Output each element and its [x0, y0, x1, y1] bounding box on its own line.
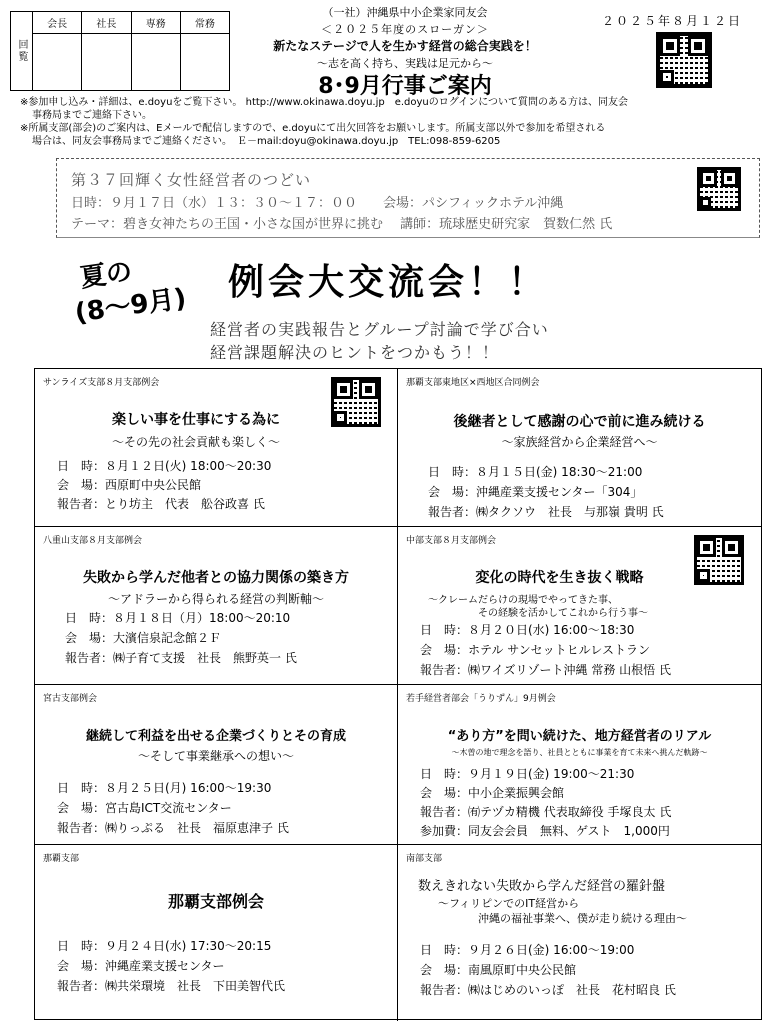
lead-text: [210, 318, 549, 364]
event-branch: 若手経営者部会「うりずん」9月例会: [406, 694, 556, 704]
approval-side-label: 回覧: [11, 12, 33, 90]
featured-when: 日時：９月１７日（水）１３：３０～１７：００ 会場：パシフィックホテル沖縄: [71, 196, 564, 211]
issue-date: ２０２５年８月１２日: [602, 14, 743, 28]
event-title: 数えきれない失敗から学んだ経営の羅針盤: [418, 879, 666, 894]
event-reporter: 報告者：㈱りっぷる 社長 福原恵津子 氏: [57, 821, 289, 835]
event-date: 日 時：９月２４日(水) 17:30～20:15: [57, 939, 272, 953]
note-line: ※所属支部(部会)のご案内は、Eメールで配信しますので、e.doyuにて出欠回答をお願いします。所属支部以外で参加を希望される: [20, 123, 606, 134]
page-title: 8･9月行事ご案内: [318, 74, 492, 99]
event-branch: 宮古支部例会: [43, 694, 98, 704]
qr-code-icon[interactable]: [656, 32, 712, 88]
event-subtitle: その経験を活かしてこれから行う事～: [478, 608, 648, 619]
event-branch: サンライズ支部８月支部例会: [43, 378, 160, 388]
season-natsu: 夏の: [78, 256, 134, 294]
event-title: 継続して利益を出せる企業づくりとその育成: [85, 729, 346, 744]
event-subtitle: ～アドラーから得られる経営の判断軸～: [107, 592, 324, 606]
event-venue: 会 場：南風原町中央公民館: [420, 963, 577, 977]
event-reporter: 報告者：とり坊主 代表 舩谷政喜 氏: [57, 497, 265, 511]
org-header: [240, 4, 570, 100]
event-fee: 参加費：同友会会員 無料、ゲスト 1,000円: [420, 824, 670, 838]
approval-column: [181, 12, 229, 90]
event-date: 日 時：９月２６日(金) 16:00～19:00: [420, 943, 635, 957]
slogan-sub: ～志を高く持ち、実践は足元から～: [317, 57, 493, 70]
event-venue: 会 場：ホテル サンセットヒルレストラン: [420, 643, 650, 657]
event-branch: 那覇支部: [43, 854, 80, 864]
event-title: 変化の時代を生き抜く戦略: [475, 570, 644, 586]
event-date: 日 時：８月１２日(火) 18:00～20:30: [57, 459, 272, 473]
event-title: 那覇支部例会: [167, 892, 264, 911]
event-card: [35, 685, 398, 845]
event-card: [398, 369, 761, 527]
season-label: [73, 248, 189, 330]
event-date: 日 時：９月１９日(金) 19:00～21:30: [420, 767, 635, 781]
event-grid: [34, 368, 762, 1020]
event-reporter: 報告者：㈱タクソウ 社長 与那嶺 貴明 氏: [428, 505, 664, 519]
approval-column: [82, 12, 131, 90]
event-card: [35, 369, 398, 527]
event-card: [398, 845, 761, 1021]
event-date: 日 時：８月２５日(月) 16:00～19:30: [57, 781, 272, 795]
event-date: 日 時：８月２０日(水) 16:00～18:30: [420, 623, 635, 637]
note-line: 場合は、同友会事務局までご連絡ください。 Ｅ－mail:doyu@okinawa.doyu.jp TEL:098-859-6205: [32, 136, 501, 147]
event-reporter: 報告者：㈱共栄環境 社長 下田美智代氏: [57, 979, 286, 993]
note-line: ※参加申し込み・詳細は、e.doyuをご覧下さい。 http://www.okinawa.doyu.jp e.doyuのログインについて質問のある方は、同友会: [20, 97, 629, 108]
event-card: [35, 527, 398, 685]
approval-box: [10, 11, 230, 91]
headline: 例会大交流会！！: [228, 262, 549, 303]
lead-line: 経営者の実践報告とグループ討論で学び合い: [210, 320, 549, 339]
event-title: “あり方”を問い続けた、地方経営者のリアル: [447, 729, 712, 744]
qr-code-icon[interactable]: [697, 167, 741, 211]
org-name: （一社）沖縄県中小企業家同友会: [322, 6, 488, 19]
event-venue: 会 場：宮古島ICT交流センター: [57, 801, 232, 815]
approval-column: [33, 12, 82, 90]
event-reporter: 報告者：㈱ワイズリゾート沖縄 常務 山根悟 氏: [420, 663, 671, 677]
event-venue: 会 場：中小企業振興会館: [420, 786, 565, 800]
event-card: [398, 685, 761, 845]
event-title: 失敗から学んだ他者との協力関係の築き方: [83, 570, 349, 586]
event-branch: 那覇支部東地区×西地区合同例会: [406, 378, 540, 388]
featured-theme: テーマ：碧き女神たちの王国・小さな国が世界に挑む 講師：琉球歴史研究家 賀数仁然 氏: [71, 217, 613, 232]
approval-header-senior-md: 専務: [132, 12, 180, 34]
event-reporter: 報告者：㈱はじめのいっぽ 社長 花村昭良 氏: [420, 983, 676, 997]
event-date: 日 時：８月１５日(金) 18:30～21:00: [428, 465, 643, 479]
event-title: 後継者として感謝の心で前に進み続ける: [453, 414, 706, 430]
notes: [20, 96, 760, 148]
event-venue: 会 場：大濱信泉記念館２Ｆ: [65, 631, 222, 645]
event-date: 日 時：８月１８日（月）18:00～20:10: [65, 611, 291, 625]
note-line: 事務局までご連絡下さい。: [32, 110, 152, 121]
event-subtitle: ～そして事業継承への想い～: [137, 749, 294, 763]
approval-header-md: 常務: [181, 12, 229, 34]
event-subtitle: 沖縄の福祉事業へ、僕が走り続ける理由～: [478, 912, 687, 925]
event-card: [35, 845, 398, 1021]
event-title: 楽しい事を仕事にする為に: [112, 412, 280, 428]
event-card: [398, 527, 761, 685]
event-venue: 会 場：沖縄産業支援センター「304」: [428, 485, 643, 499]
event-branch: 南部支部: [406, 854, 443, 864]
featured-title: 第３７回輝く女性経営者のつどい: [71, 171, 312, 189]
event-reporter: 報告者：㈲テヅカ精機 代表取締役 手塚良太 氏: [420, 805, 672, 819]
approval-header-president: 社長: [82, 12, 130, 34]
event-branch: 中部支部８月支部例会: [406, 536, 497, 546]
event-reporter: 報告者：㈱子育て支援 社長 熊野英一 氏: [65, 651, 297, 665]
lead-line: 経営課題解決のヒントをつかもう！！: [210, 343, 500, 362]
event-subtitle: ～木曽の地で理念を語り、社員とともに事業を育て未来へ挑んだ軌跡～: [451, 748, 708, 757]
season-period: (8～9月): [73, 283, 189, 329]
event-subtitle: ～家族経営から企業経営へ～: [501, 435, 658, 449]
slogan-label: ＜２０２５年度のスローガン＞: [321, 23, 489, 36]
event-venue: 会 場：西原町中央公民館: [57, 478, 202, 492]
event-subtitle: ～クレームだらけの現場でやってきた事、: [428, 595, 618, 606]
featured-event: [56, 158, 760, 238]
approval-column: [132, 12, 181, 90]
event-venue: 会 場：沖縄産業支援センター: [57, 959, 225, 973]
slogan: 新たなステージで人を生かす経営の総合実践を！: [273, 39, 537, 53]
approval-header-chairman: 会長: [33, 12, 81, 34]
event-branch: 八重山支部８月支部例会: [43, 536, 143, 546]
event-subtitle: ～フィリピンでのIT経営から: [438, 897, 580, 910]
event-subtitle: ～その先の社会貢献も楽しく～: [111, 435, 280, 449]
